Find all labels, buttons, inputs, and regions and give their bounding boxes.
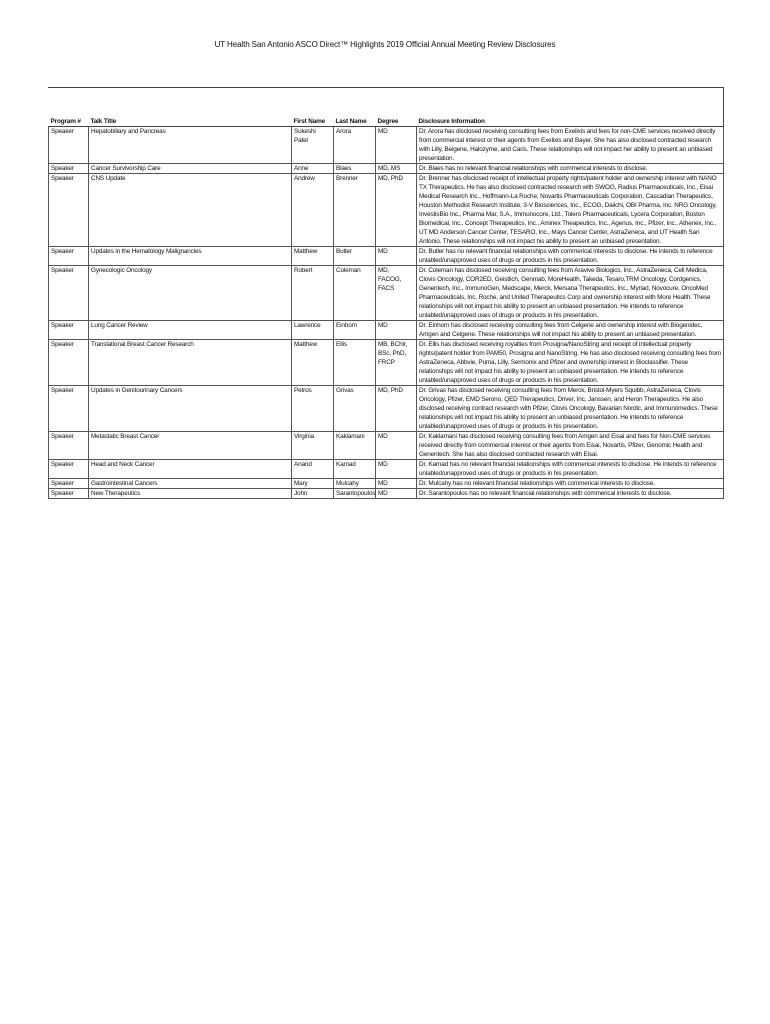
cell-talk-title: Lung Cancer Review <box>89 321 292 340</box>
cell-first-name: Petros <box>292 386 334 432</box>
cell-first-name: Matthew <box>292 247 334 266</box>
header-degree: Degree <box>376 116 417 127</box>
cell-first-name: Virginia <box>292 432 334 460</box>
cell-first-name: Robert <box>292 266 334 321</box>
cell-disclosure: Dr. Sarantopoulos has no relevant financial relationships with commerical interests to disclose. <box>417 489 724 499</box>
cell-first-name: Anand <box>292 460 334 479</box>
cell-disclosure: Dr. Kaklamani has disclosed receiving consulting fees from Amgen and Eisai and fees for Non-CME services received directly from commercial interest or their agents from Eisai, Novartis, Pfizer, Genomic Health and Genentech. She has also disclosed contracted research with Eisai. <box>417 432 724 460</box>
table-row <box>49 266 724 321</box>
cell-first-name: Sukeshi Patel <box>292 127 334 164</box>
cell-degree: MD <box>376 460 417 479</box>
cell-degree: MD <box>376 432 417 460</box>
cell-disclosure: Dr. Mulcahy has no relevant financial relationships with commerical interests to disclose. <box>417 479 724 489</box>
cell-program: Speaker <box>49 479 89 489</box>
table-row <box>49 479 724 489</box>
table-row <box>49 489 724 499</box>
cell-talk-title: Gynecologic Oncology <box>89 266 292 321</box>
cell-program: Speaker <box>49 432 89 460</box>
cell-last-name: Einhorn <box>334 321 376 340</box>
cell-degree: MD, PhD <box>376 174 417 247</box>
cell-program: Speaker <box>49 247 89 266</box>
cell-degree: MD <box>376 321 417 340</box>
table-row <box>49 174 724 247</box>
cell-disclosure: Dr. Blaes has no relevant financial relationships with commerical interests to disclose. <box>417 164 724 174</box>
document-title: UT Health San Antonio ASCO Direct™ Highlights 2019 Official Annual Meeting Review Disclosures <box>214 40 556 49</box>
cell-disclosure: Dr. Butler has no relevant financial relationships with commerical interests to disclose. He intends to reference unlabled/unapproved uses of drugs or products in his presentation. <box>417 247 724 266</box>
cell-program: Speaker <box>49 164 89 174</box>
cell-talk-title: Hepatobiliary and Pancreas <box>89 127 292 164</box>
cell-degree: MB, BChir, BSc, PhD, FRCP <box>376 340 417 386</box>
cell-degree: MD, FACOG, FACS <box>376 266 417 321</box>
cell-program: Speaker <box>49 321 89 340</box>
table-row <box>49 340 724 386</box>
disclosure-sheet <box>48 87 724 499</box>
cell-disclosure: Dr. Coleman has disclosed receiving consulting fees from Aravive Biologics, Inc., AstraZeneca, Cell Medica, Clovis Oncology, COR2ED, Geistlich, Genmab, MoreHealth, Takeda, Tesaro,TRM Oncology, Cordgenics, Genentech, Inc., ImmunoGen, Medscape, Merck, Mersana Therapeutics, Inc., Myriad, Novocure, OncoMed Pharmaceuticals, Inc, Roche, and United Therapeutics Corp and ownership interest with More Health. These relationships will not impact his ability to present an unbiased presentation. He intends to reference unlabled/unapproved uses of drugs or products in his presentation. <box>417 266 724 321</box>
table-row <box>49 164 724 174</box>
cell-degree: MD <box>376 489 417 499</box>
cell-program: Speaker <box>49 340 89 386</box>
cell-talk-title: Updates in the Hematology Malignancies <box>89 247 292 266</box>
cell-first-name: Lawrence <box>292 321 334 340</box>
cell-last-name: Blaes <box>334 164 376 174</box>
table-row <box>49 432 724 460</box>
cell-last-name: Sarantopoulos <box>334 489 376 499</box>
cell-program: Speaker <box>49 489 89 499</box>
cell-program: Speaker <box>49 174 89 247</box>
cell-program: Speaker <box>49 127 89 164</box>
header-disclosure: Disclosure Information <box>417 116 724 127</box>
cell-degree: MD, PhD <box>376 386 417 432</box>
cell-talk-title: Cancer Survivorship Care <box>89 164 292 174</box>
cell-last-name: Grivas <box>334 386 376 432</box>
header-program: Program # <box>49 116 89 127</box>
cell-last-name: Mulcahy <box>334 479 376 489</box>
cell-first-name: Matthew <box>292 340 334 386</box>
cell-disclosure: Dr. Ellis has disclosed receiving royalties from Prosigna/NanoString and receipt of intellectual property rights/patent holder from PAM50, Prosigna and NanoString. He has also disclosed receiving consulting fees from AstraZeneca, Abbvie, Puma, Lilly, Sermonix and Pfizer and ownership interest in Bioclassifier. These relationships will not impact his ability to present an unbiased presentation. He intends to reference unlabled/unapproved uses of drugs or products in his presentation. <box>417 340 724 386</box>
cell-program: Speaker <box>49 266 89 321</box>
table-row <box>49 460 724 479</box>
table-header-row <box>49 116 724 127</box>
disclosure-table <box>48 116 724 499</box>
cell-last-name: Brenner <box>334 174 376 247</box>
table-row <box>49 127 724 164</box>
cell-disclosure: Dr. Grivas has disclosed receiving consulting fees from Merck, Bristol-Myers Squibb, AstraZeneca, Clovis Oncology, Pfizer, EMD Serono, QED Therapeutics, Driver, Inc, Janssen, and Heron Therapeutics. He also disclosed receiving contract research with Pfizer, Clovis Oncology, Bavarian Nordic, and Immunomedics. These relationships will not impact his ability to present an unbiased presentation. He intends to reference unlabled/unapproved uses of drugs or products in his presentation. <box>417 386 724 432</box>
header-last-name: Last Name <box>334 116 376 127</box>
cell-last-name: Karnad <box>334 460 376 479</box>
cell-degree: MD <box>376 479 417 489</box>
cell-talk-title: New Therapeutics <box>89 489 292 499</box>
cell-program: Speaker <box>49 386 89 432</box>
cell-last-name: Ellis <box>334 340 376 386</box>
table-row <box>49 247 724 266</box>
cell-disclosure: Dr. Karnad has no relevant financial relationships with commerical interests to disclose. He intends to reference unlabled/unapproved uses of drugs or products in his presentation. <box>417 460 724 479</box>
cell-first-name: Anne <box>292 164 334 174</box>
cell-talk-title: Head and Neck Cancer <box>89 460 292 479</box>
cell-degree: MD <box>376 127 417 164</box>
cell-talk-title: Updates in Genitourinary Cancers <box>89 386 292 432</box>
cell-program: Speaker <box>49 460 89 479</box>
cell-last-name: Coleman <box>334 266 376 321</box>
cell-first-name: John <box>292 489 334 499</box>
cell-degree: MD, MS <box>376 164 417 174</box>
cell-disclosure: Dr. Einhorn has disclosed receiving consulting fees from Celgene and ownership interest with Biogenidec, Amgen and Celgene. These relationships will not impact his ability to present an unbiased presentation. <box>417 321 724 340</box>
cell-disclosure: Dr. Arora has disclosed receiving consulting fees from Exelixis and fees for non-CME services received directly from commercial interest or their agents from Exelixis and Bayer. She has also disclosed contracted research with Lilly, Beigene, Halozyme, and Caris. These relationships will not impact her ability to present an unbiased presentation. <box>417 127 724 164</box>
table-row <box>49 386 724 432</box>
header-first-name: First Name <box>292 116 334 127</box>
cell-talk-title: CNS Update <box>89 174 292 247</box>
cell-talk-title: Translational Breast Cancer Research <box>89 340 292 386</box>
cell-last-name: Arora <box>334 127 376 164</box>
cell-degree: MD <box>376 247 417 266</box>
header-talk-title: Talk Title <box>89 116 292 127</box>
header-spacer <box>48 88 723 116</box>
cell-talk-title: Gastrointestinal Cancers <box>89 479 292 489</box>
cell-first-name: Andrew <box>292 174 334 247</box>
cell-talk-title: Metastatic Breast Cancer <box>89 432 292 460</box>
cell-last-name: Butler <box>334 247 376 266</box>
cell-first-name: Mary <box>292 479 334 489</box>
table-row <box>49 321 724 340</box>
cell-disclosure: Dr. Brenner has disclosed receipt of intellectual property rights/patent holder and ownership interest with NANO TX Therapeutics. He has also disclosed contracted research with SWOG, Radius Pharmaceuticals, Inc., Eisai Medical Research Inc., Hoffmann-La Roche, Novartis Pharmaceuticals Corporation, Cascadian Therapeutics, Houston Methodist Research Institute, 3-V Biosciences, Inc., ECOG, Daiichi, OBI Pharma, Inc. NRG Oncology, InvestisBio Inc., Pharma Mar, S.A., Immunocore, Ltd., Tolero Pharmaceuticals, Lycera Corporation, Boston Biomedical, Inc., Concept Therapeutics, Inc., Aminex Theapeutics, Inc., Agenus, Inc., Pfizer, Inc., Athenex, Inc., UT MD Anderson Cancer Center, TESARO, Inc., Mays Cancer Center, AstraZeneca, and UT Health San Antonio. These relationships will not impact his ability to present an unbiased presentation. <box>417 174 724 247</box>
cell-last-name: Kaklamani <box>334 432 376 460</box>
